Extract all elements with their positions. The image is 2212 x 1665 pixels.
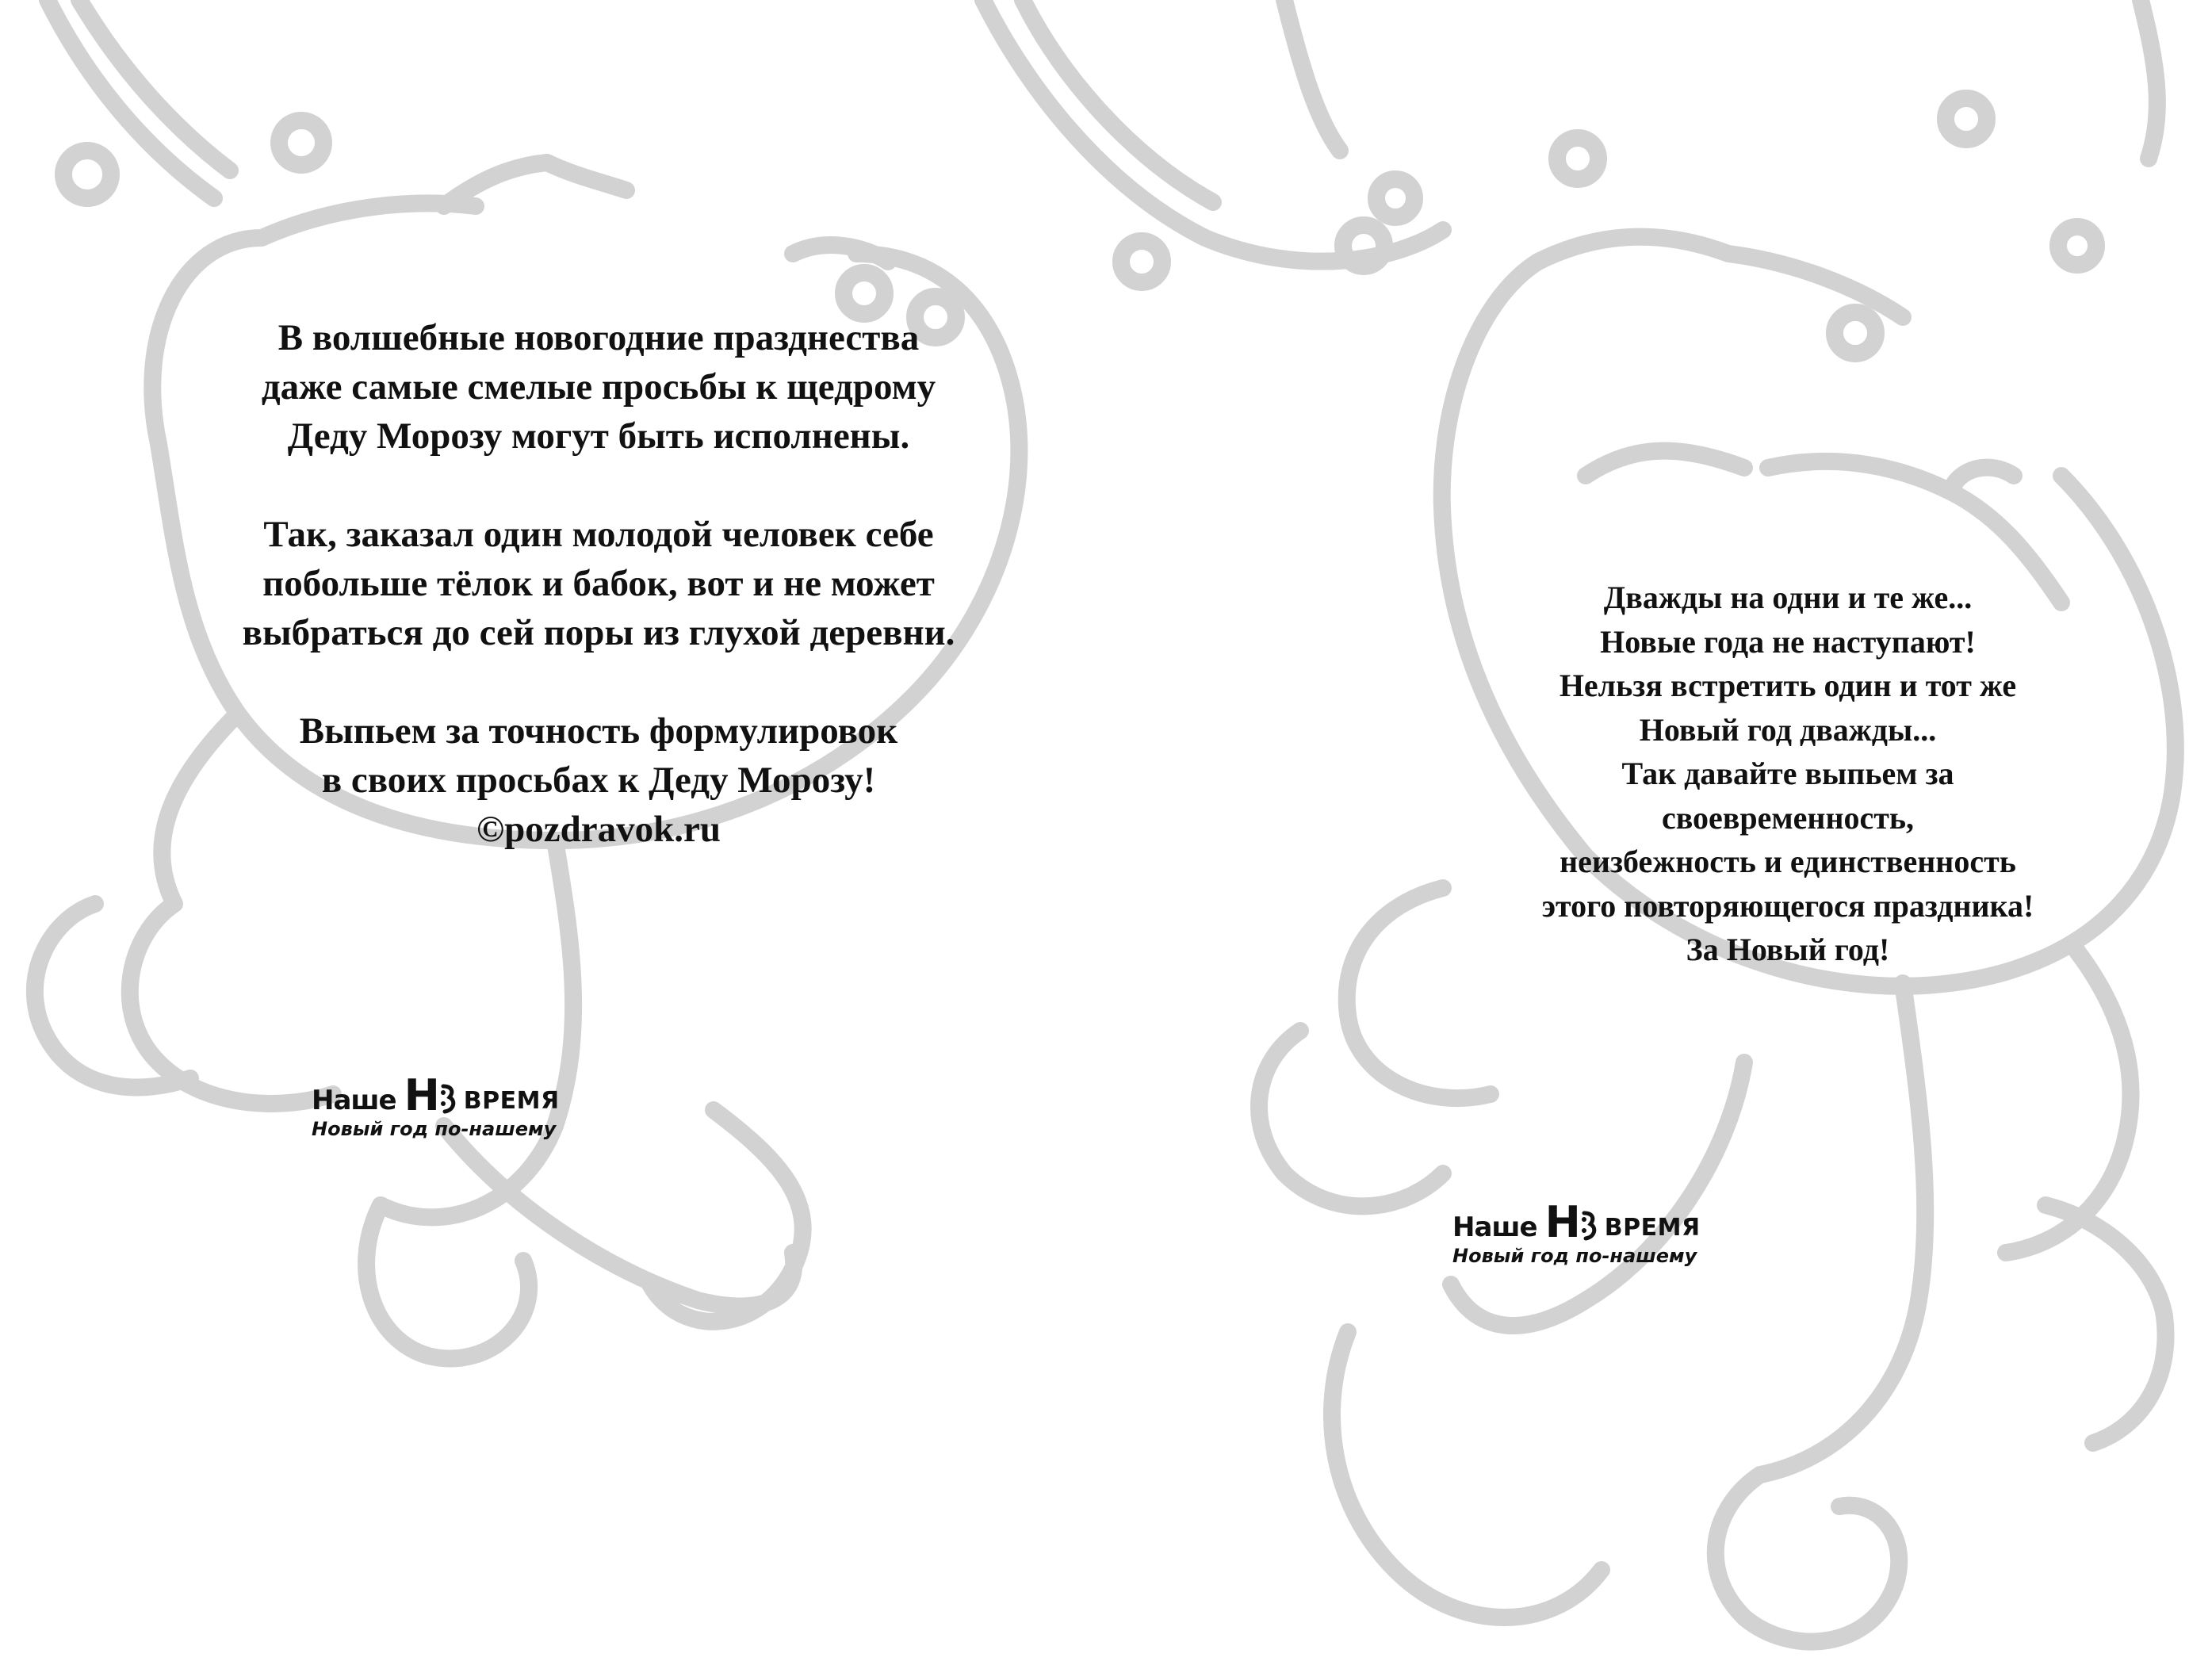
left-line: В волшебные новогодние празднества: [277, 317, 920, 358]
brand-word-vremya: ВРЕМЯ: [1604, 1214, 1701, 1242]
right-line: Новые года не наступают!: [1600, 623, 1976, 660]
brand-word-vremya: ВРЕМЯ: [463, 1087, 560, 1115]
left-line: Выпьем за точность формулировок: [299, 710, 898, 752]
left-line: Так, заказал один молодой человек себе: [263, 514, 934, 555]
brand-word-nashe: Наше: [312, 1085, 396, 1116]
brand-mark: [1544, 1197, 1600, 1247]
right-line: неизбежность и единственность: [1559, 844, 2016, 879]
brand-logo: [312, 1069, 597, 1148]
right-line: своевременность,: [1661, 799, 1915, 836]
brand-tagline: Новый год по-нашему: [312, 1118, 557, 1140]
brand-letter-n: Н: [1544, 1197, 1581, 1247]
left-line: в своих просьбах к Деду Морозу!: [321, 760, 876, 801]
brand-ornament-icon: [1581, 1208, 1600, 1243]
right-card-text: [1443, 576, 2133, 972]
right-line: Нельзя встретить один и тот же: [1559, 668, 2017, 703]
left-line: выбраться до сей поры из глухой деревни.: [242, 612, 955, 653]
brand-letter-n: Н: [404, 1070, 440, 1120]
left-card-text: [159, 313, 1039, 854]
left-line: даже самые смелые просьбы к щедрому: [261, 366, 936, 408]
source-credit: ©pozdravok.ru: [476, 809, 721, 850]
brand-logo: [1452, 1196, 1738, 1275]
right-line: этого повторяющегося праздника!: [1541, 887, 2034, 924]
brand-mark: [404, 1070, 459, 1120]
right-line: За Новый год!: [1686, 932, 1890, 967]
right-line: Дважды на одни и те же...: [1603, 580, 1973, 615]
brand-word-nashe: Наше: [1452, 1211, 1537, 1243]
brand-ornament-icon: [440, 1081, 459, 1116]
right-line: Так давайте выпьем за: [1621, 756, 1954, 791]
brand-tagline: Новый год по-нашему: [1452, 1245, 1697, 1267]
left-line: побольше тёлок и бабок, вот и не может: [262, 563, 935, 604]
left-line: Деду Морозу могут быть исполнены.: [287, 415, 910, 457]
right-line: Новый год дважды...: [1639, 711, 1937, 748]
